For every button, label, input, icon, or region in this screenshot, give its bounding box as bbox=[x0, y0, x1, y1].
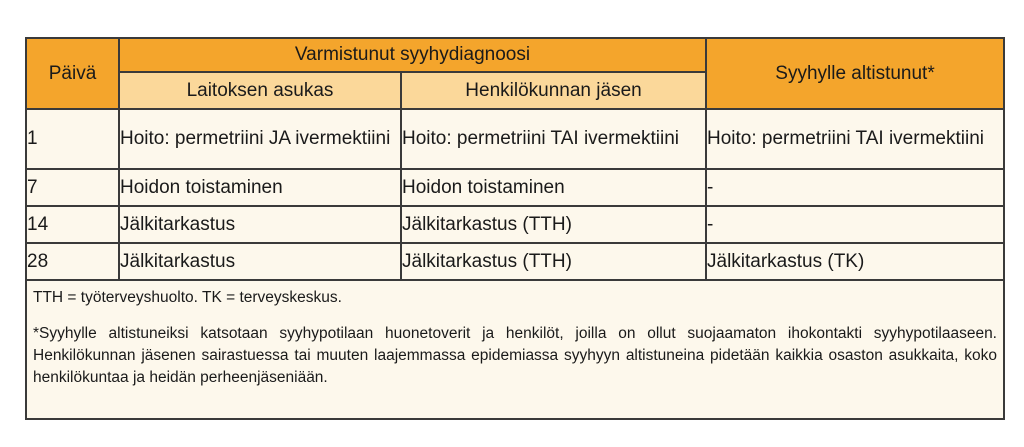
schedule-table bbox=[27, 39, 1003, 281]
exposed-cell: Jälkitarkastus (TK) bbox=[706, 243, 1003, 280]
day-cell: 28 bbox=[27, 243, 119, 280]
header-confirmed-diagnosis: Varmistunut syyhydiagnoosi bbox=[119, 39, 706, 72]
day-cell: 7 bbox=[27, 169, 119, 206]
staff-cell: Jälkitarkastus (TTH) bbox=[401, 243, 706, 280]
table-row bbox=[27, 206, 1003, 243]
header-day: Päivä bbox=[27, 39, 119, 109]
scabies-treatment-table bbox=[25, 37, 1005, 420]
exposed-cell: Hoito: permetriini TAI ivermektiini bbox=[706, 109, 1003, 169]
table-notes bbox=[27, 281, 1003, 389]
header-resident: Laitoksen asukas bbox=[119, 72, 401, 109]
resident-cell: Jälkitarkastus bbox=[119, 243, 401, 280]
staff-cell: Hoidon toistaminen bbox=[401, 169, 706, 206]
resident-cell: Jälkitarkastus bbox=[119, 206, 401, 243]
day-cell: 14 bbox=[27, 206, 119, 243]
staff-cell: Hoito: permetriini TAI ivermektiini bbox=[401, 109, 706, 169]
table-row bbox=[27, 169, 1003, 206]
day-cell: 1 bbox=[27, 109, 119, 169]
exposed-cell: - bbox=[706, 206, 1003, 243]
resident-cell: Hoidon toistaminen bbox=[119, 169, 401, 206]
exposed-cell: - bbox=[706, 169, 1003, 206]
table-row bbox=[27, 109, 1003, 169]
resident-cell: Hoito: permetriini JA ivermektiini bbox=[119, 109, 401, 169]
abbreviations-note: TTH = työterveyshuolto. TK = terveyskeskus. bbox=[33, 289, 342, 306]
table-row bbox=[27, 243, 1003, 280]
staff-cell: Jälkitarkastus (TTH) bbox=[401, 206, 706, 243]
header-exposed: Syyhylle altistunut* bbox=[706, 39, 1003, 109]
exposure-footnote: *Syyhylle altistuneiksi katsotaan syyhypotilaan huonetoverit ja henkilöt, joilla on ollut suojaamaton ihokontakti syyhypotilaaseen. Henkilökunnan jäsenen sairastuessa tai muuten laajemmassa epidemiassa syyhyyn altistuneina pidetään kaikkia osaston asukkaita, koko henkilökuntaa ja heidän perheenjäseniään. bbox=[33, 325, 997, 386]
header-staff: Henkilökunnan jäsen bbox=[401, 72, 706, 109]
